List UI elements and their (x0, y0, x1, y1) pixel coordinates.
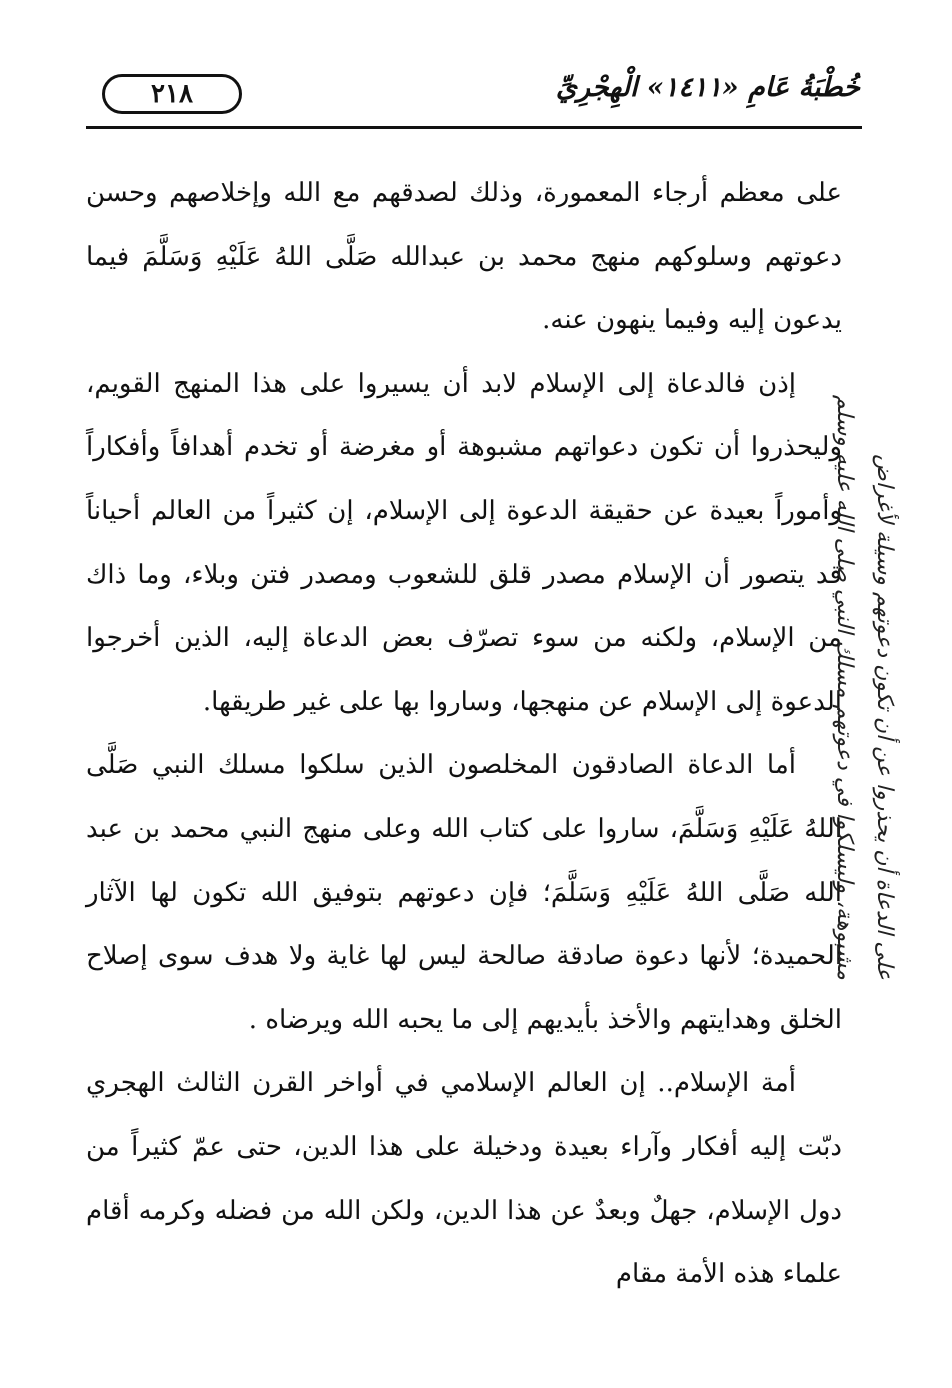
margin-note-line-1: على الدعاة أن يحذروا عن أن تكون دعوتهم وسيلة لأغراض (872, 454, 897, 980)
paragraph-2: إذن فالدعاة إلى الإسلام لابد أن يسيروا على هذا المنهج القويم، وليحذروا أن تكون دعواتهم مشبوهة أو مغرضة أو تخدم أهدافاً وأفكاراً وأموراً بعيدة عن حقيقة الدعوة إلى الإسلام، إن كثيراً من العالم أحياناً قد يتصور أن الإسلام مصدر قلق للشعوب ومصدر فتن وبلاء، وما ذاك من الإسلام، ولكنه من سوء تصرّف بعض الدعاة إليه، الذين أخرجوا الدعوة إلى الإسلام عن منهجها، وساروا بها على غير طريقها. (86, 368, 842, 717)
body-text (86, 162, 842, 1307)
page-header (88, 70, 860, 126)
handwritten-margin-note (832, 380, 952, 980)
paragraph-3: أما الدعاة الصادقون المخلصون الذين سلكوا مسلك النبي صَلَّى اللهُ عَلَيْهِ وَسَلَّمَ، ساروا على كتاب الله وعلى منهج النبي محمد بن عبد الله صَلَّى اللهُ عَلَيْهِ وَسَلَّمَ؛ فإن دعوتهم بتوفيق الله تكون لها الآثار الحميدة؛ لأنها دعوة صادقة صالحة ليس لها غاية ولا هدف سوى إصلاح الخلق وهدايتهم والأخذ بأيديهم إلى ما يحبه الله ويرضاه . (86, 750, 842, 1035)
page-number: ٢١٨ (102, 74, 242, 114)
margin-note-line-2: مشبوهة، وليسلكوا في دعوتهم مسلك النبي صلى الله عليه وسلم (832, 394, 857, 980)
running-title: خُطْبَةُ عَامِ «١٤١١» الْهِجْرِيِّ (555, 72, 860, 103)
paragraph-1: على معظم أرجاء المعمورة، وذلك لصدقهم مع الله وإخلاصهم وحسن دعوتهم وسلوكهم منهج محمد بن عبدالله صَلَّى اللهُ عَلَيْهِ وَسَلَّمَ فيما يدعون إليه وفيما ينهون عنه. (86, 178, 842, 336)
paragraph-4: أمة الإسلام.. إن العالم الإسلامي في أواخر القرن الثالث الهجري دبّت إليه أفكار وآراء بعيدة ودخيلة على هذا الدين، حتى عمّ كثيراً من دول الإسلام، جهلٌ وبعدٌ عن هذا الدين، ولكن الله من فضله وكرمه أقام علماء هذه الأمة مقام (86, 1068, 842, 1290)
header-divider (86, 126, 862, 129)
